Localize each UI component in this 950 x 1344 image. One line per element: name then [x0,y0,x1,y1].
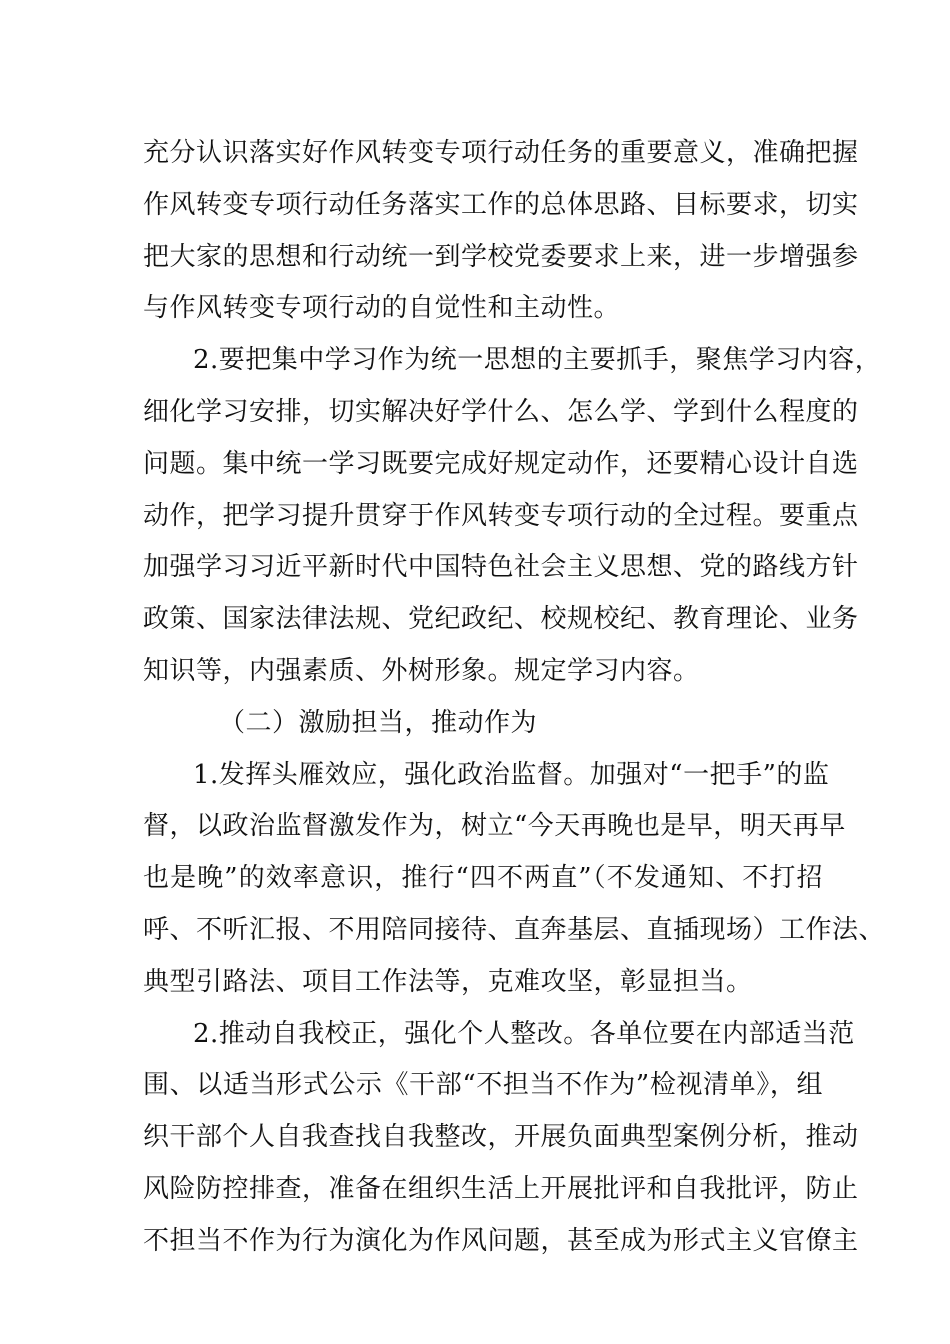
text-line: 动作，把学习提升贯穿于作风转变专项行动的全过程。要重点 [143,500,859,531]
text-line: 典型引路法、项目工作法等，克难攻坚，彰显担当。 [143,966,753,997]
text-line: 细化学习安排，切实解决好学什么、怎么学、学到什么程度的 [143,396,859,427]
paragraph-first-line: 1.发挥头雁效应，强化政治监督。加强对“一把手”的监 [193,759,830,790]
text-line: 不担当不作为行为演化为作风问题，甚至成为形式主义官僚主 [143,1225,859,1256]
paragraph-first-line: 2.要把集中学习作为统一思想的主要抓手，聚焦学习内容， [193,345,882,376]
text-line: 问题。集中统一学习既要完成好规定动作，还要精心设计自选 [143,448,859,479]
text-line: 加强学习习近平新时代中国特色社会主义思想、党的路线方针 [143,552,859,583]
text-line: 风险防控排查，准备在组织生活上开展批评和自我批评，防止 [143,1173,859,1204]
text-line: 知识等，内强素质、外树形象。规定学习内容。 [143,655,700,686]
paragraph-first-line: 2.推动自我校正，强化个人整改。各单位要在内部适当范 [193,1018,855,1049]
text-line: 把大家的思想和行动统一到学校党委要求上来，进一步增强参 [143,241,859,272]
text-line: 充分认识落实好作风转变专项行动任务的重要意义，准确把握 [143,138,859,168]
text-line: 围、以适当形式公示《干部“不担当不作为”检视清单》，组 [143,1070,823,1101]
document-body [143,128,886,1268]
text-line: 织干部个人自我查找自我整改，开展负面典型案例分析，推动 [143,1122,859,1153]
text-line: 呼、不听汇报、不用陪同接待、直奔基层、直插现场）工作法、 [143,914,886,945]
text-line: 督，以政治监督激发作为，树立“今天再晚也是早，明天再早 [143,811,846,842]
text-line: 与作风转变专项行动的自觉性和主动性。 [143,293,621,324]
text-line: 政策、国家法律法规、党纪政纪、校规校纪、教育理论、业务 [143,604,859,635]
section-heading: （二）激励担当，推动作为 [219,707,538,738]
text-line: 作风转变专项行动任务落实工作的总体思路、目标要求，切实 [143,189,859,220]
text-line: 也是晚”的效率意识，推行“四不两直”（不发通知、不打招 [143,863,823,894]
